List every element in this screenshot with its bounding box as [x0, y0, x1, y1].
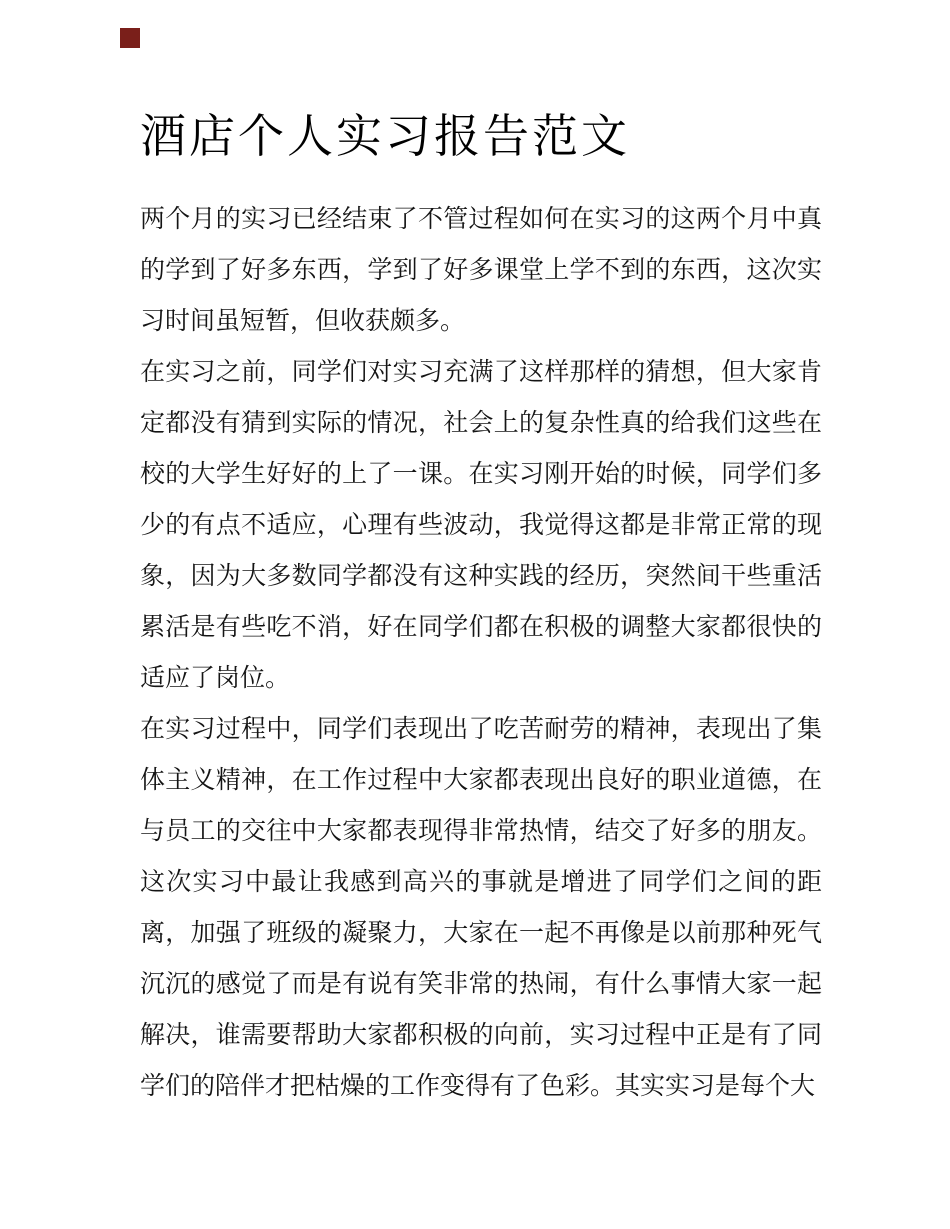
corner-marker	[120, 28, 140, 48]
paragraph: 两个月的实习已经结束了不管过程如何在实习的这两个月中真的学到了好多东西，学到了好多课堂上学不到的东西，这次实习时间虽短暂，但收获颇多。	[140, 206, 822, 336]
document-title: 酒店个人实习报告范文	[140, 111, 630, 162]
paragraph: 在实习之前，同学们对实习充满了这样那样的猜想，但大家肯定都没有猜到实际的情况，社会上的复杂性真的给我们这些在校的大学生好好的上了一课。在实习刚开始的时候，同学们多少的有点不适应，心理有些波动，我觉得这都是非常正常的现象，因为大多数同学都没有这种实践的经历，突然间干些重活累活是有些吃不消，好在同学们都在积极的调整大家都很快的适应了岗位。	[140, 359, 822, 693]
document-content	[140, 0, 822, 1112]
document-body	[140, 194, 822, 1112]
paragraph: 在实习过程中，同学们表现出了吃苦耐劳的精神，表现出了集体主义精神，在工作过程中大家都表现出良好的职业道德，在与员工的交往中大家都表现得非常热情，结交了好多的朋友。这次实习中最让我感到高兴的事就是增进了同学们之间的距离，加强了班级的凝聚力，大家在一起不再像是以前那种死气沉沉的感觉了而是有说有笑非常的热闹，有什么事情大家一起解决，谁需要帮助大家都积极的向前，实习过程中正是有了同学们的陪伴才把枯燥的工作变得有了色彩。其实实习是每个大	[140, 716, 822, 1101]
